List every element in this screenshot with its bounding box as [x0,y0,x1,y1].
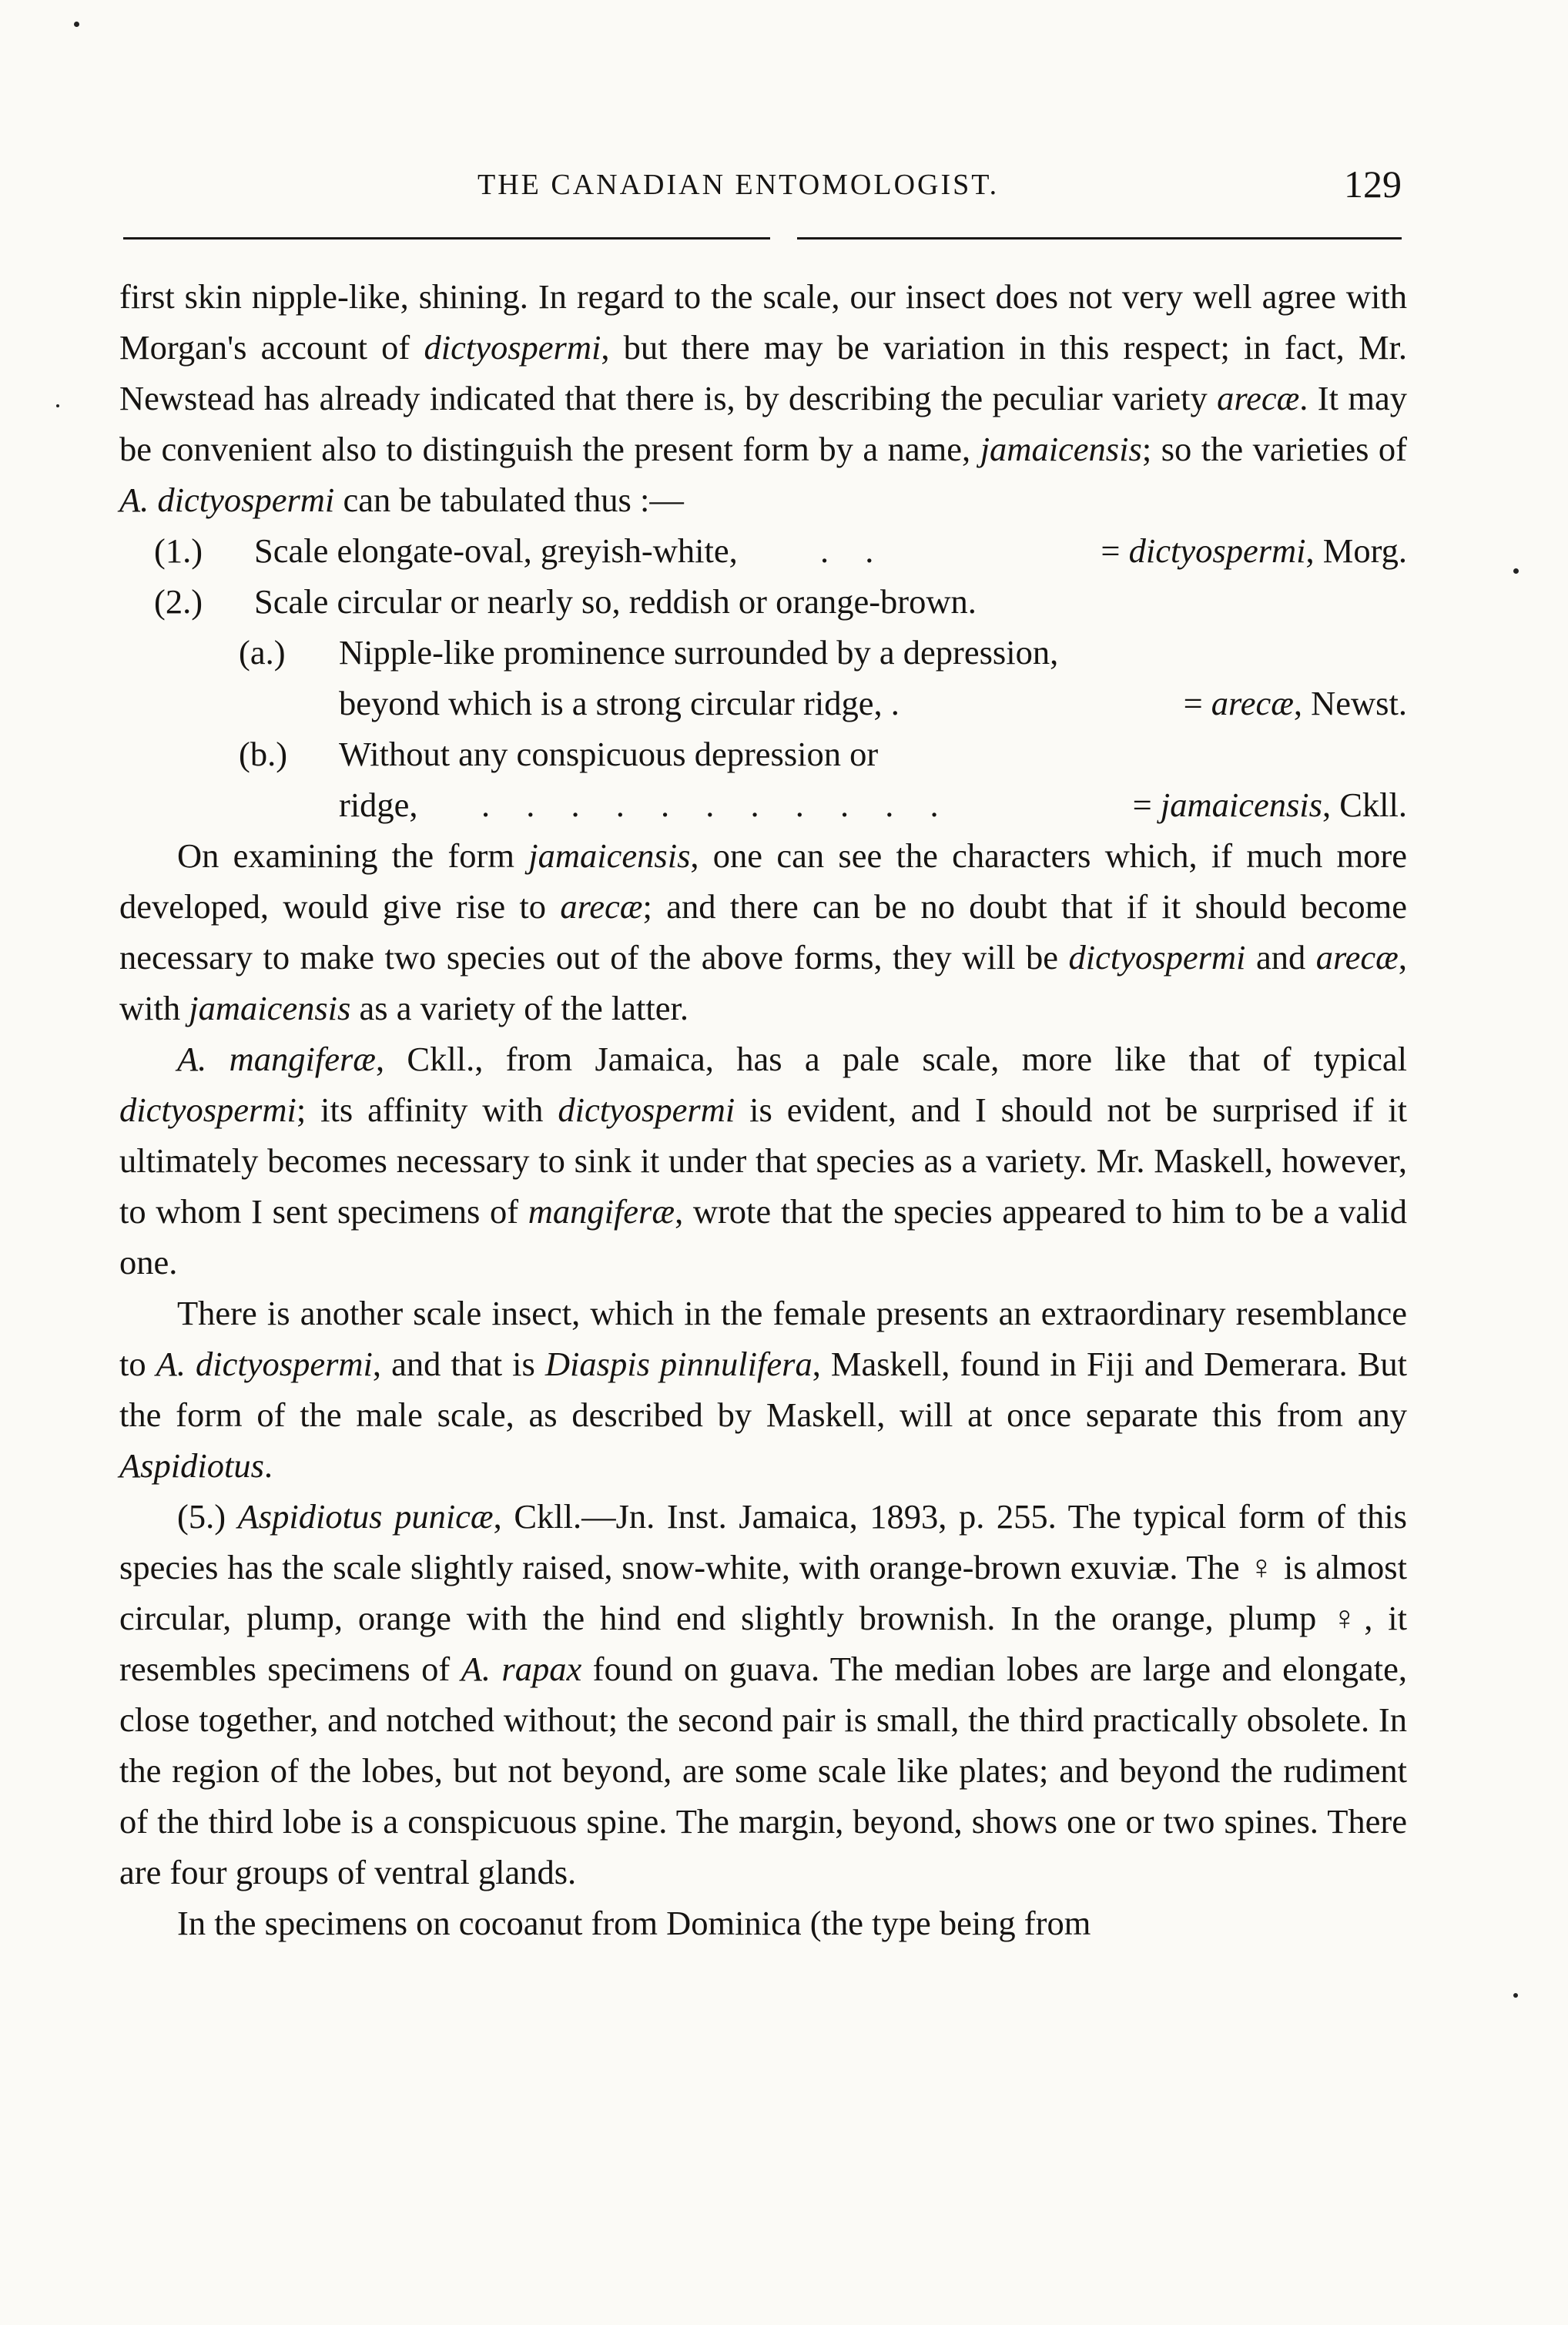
table-row: (1.) Scale elongate-oval, greyish-white, . . = dictyospermi, Morg. [154,531,1407,570]
paragraph-5: (5.) Aspidiotus punicæ, Ckll.—Jn. Inst. Jamaica, 1893, p. 255. The typical form of this species has the scale slightly raised, snow-white, with orange-brown exuviæ. The ♀ is almost circular, plump, orange with the hind end slightly brownish. In the orange, plump ♀, it resembles specimens of A. rapax found on guava. The median lobes are large and elongate, close together, and notched without; the second pair is small, the third practically obsolete. In the region of the lobes, but not beyond, are some scale like plates; and beyond the rudiment of the third lobe is a conspicuous spine. The margin, beyond, shows one or two spines. There are four groups of ventral glands. [119,1497,1408,1891]
header-rule-right [797,237,1402,240]
paragraph-3: A. mangiferæ, Ckll., from Jamaica, has a pale scale, more like that of typical dictyospermi; its affinity with dictyospermi is evident, and I should not be surprised if it ultimately becomes necessary to sink it under that species as a variety. Mr. Maskell, however, to whom I sent specimens of mangiferæ, wrote that the species appeared to him to be a valid one. [119,1040,1408,1281]
paragraph-2: On examining the form jamaicensis, one can see the characters which, if much more developed, would give rise to arecæ; and there can be no doubt that if it should become necessary to make two species out of the above forms, they will be dictyospermi and arecæ, with jamaicensis as a variety of the latter. [119,836,1407,1027]
table-row: ridge, . . . . . . . . . . . = jamaicensis, Ckll. [339,786,1407,824]
table-row: (a.) Nipple-like prominence surrounded by a depression, [239,633,1059,672]
print-speck [1513,1993,1518,1998]
page-number: 129 [1344,162,1402,206]
header-rule-left [123,237,770,240]
paragraph-1: first skin nipple-like, shining. In regard to the scale, our insect does not very well agree with Morgan's account of dictyospermi, but there may be variation in this respect; in fact, Mr. Newstead has already indicated that there is, by describing the peculiar variety arecæ. It may be convenient also to distinguish the present form by a name, jamaicensis; so the varieties of A. dictyospermi can be tabulated thus :— [119,277,1407,519]
print-speck [56,404,59,407]
running-header [123,162,1402,216]
paragraph-6: In the specimens on cocoanut from Dominica (the type being from [177,1904,1091,1942]
varieties-table [119,525,1407,830]
print-speck [1513,568,1519,574]
table-row: (2.) Scale circular or nearly so, reddish or orange-brown. [154,582,977,621]
print-speck [74,22,79,27]
table-row: beyond which is a strong circular ridge, . = arecæ, Newst. [339,684,1407,722]
table-row: (b.) Without any conspicuous depression or [239,735,879,773]
body-text [119,271,1407,1948]
running-title: THE CANADIAN ENTOMOLOGIST. [477,169,1000,201]
paragraph-4: There is another scale insect, which in the female presents an extraordinary resemblance to A. dictyospermi, and that is Diaspis pinnulifera, Maskell, found in Fiji and Demerara. But the form of the male scale, as described by Maskell, will at once separate this from any Aspidiotus. [119,1294,1407,1485]
